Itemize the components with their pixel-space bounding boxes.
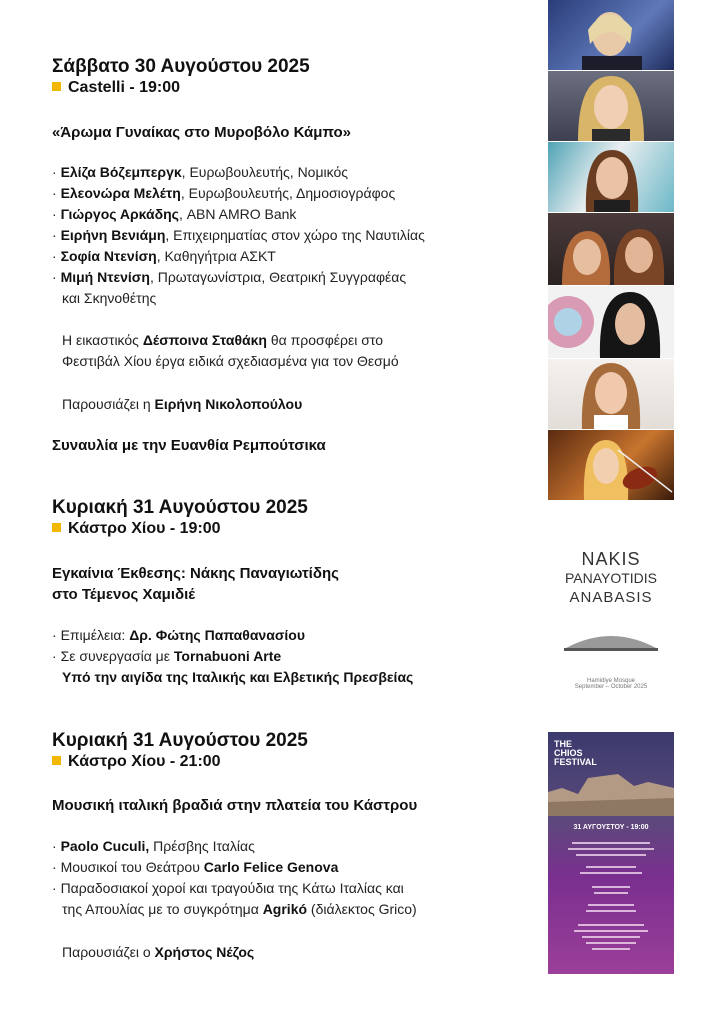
portrait-photo-5 <box>548 286 674 358</box>
violin-photo-figure <box>548 430 674 500</box>
speaker-item: · Ελίζα Βόζεμπεργκ, Ευρωβουλευτής, Νομικός <box>52 164 349 180</box>
event1-title: «Άρωμα Γυναίκας στο Μυροβόλο Κάμπο» <box>52 124 352 141</box>
poster-caption: Hamidiye Mosque September – October 2025 <box>574 678 648 690</box>
portrait-photo-1 <box>548 0 674 70</box>
festival-program-text <box>562 840 660 966</box>
venue-label: Κάστρο Χίου - 19:00 <box>68 520 221 537</box>
portrait-photo-4-figure <box>548 213 674 285</box>
portrait-photo-4 <box>548 213 674 285</box>
venue-marker-icon <box>52 523 61 532</box>
venue-marker-icon <box>52 756 61 765</box>
speaker-item: · Μιμή Ντενίση, Πρωταγωνίστρια, Θεατρική Συγγραφέας <box>52 269 407 285</box>
festival-poster <box>548 732 674 974</box>
portrait-photo-1-figure <box>548 0 674 70</box>
event3-details: · Paolo Cuculi, Πρέσβης Ιταλίας · Μουσικοί του Θεάτρου Carlo Felice Genova · Παραδοσιακοί χοροί και τραγούδια της Κάτω Ιταλίας και της Απουλίας με το συγκρότημα Agrikó (διάλεκτος Grico) <box>52 838 417 917</box>
event1-date: Σάββατο 30 Αυγούστου 2025 <box>52 56 310 77</box>
portrait-photo-3 <box>548 142 674 212</box>
event2-title: Εγκαίνια Έκθεσης: Νάκης Παναγιωτίδης στο Τέμενος Χαμιδιέ <box>52 565 339 603</box>
event1-venue <box>52 79 180 97</box>
castle-wall-photo <box>548 764 674 816</box>
portrait-photo-6-figure <box>548 359 674 429</box>
speaker-item: · Ειρήνη Βενιάμη, Επιχειρηματίας στον χώρο της Ναυτιλίας <box>52 227 425 243</box>
event1-concert: Συναυλία με την Ευανθία Ρεμπούτσικα <box>52 437 326 454</box>
portrait-photo-6 <box>548 359 674 429</box>
event3-venue <box>52 753 221 771</box>
event3-presenter: Παρουσιάζει ο Χρήστος Νέζος <box>62 944 255 960</box>
speaker-item: · Γιώργος Αρκάδης, ABN AMRO Bank <box>52 206 297 222</box>
exhibition-poster <box>548 502 674 730</box>
event3-date: Κυριακή 31 Αυγούστου 2025 <box>52 730 308 751</box>
portrait-photo-5-figure <box>548 286 674 358</box>
event1-speaker-list <box>52 162 425 309</box>
speaker-item: · Σοφία Ντενίση, Καθηγήτρια ΑΣΚΤ <box>52 248 276 264</box>
speaker-item: · Ελεονώρα Μελέτη, Ευρωβουλευτής, Δημοσιογράφος <box>52 185 396 201</box>
event2-date: Κυριακή 31 Αυγούστου 2025 <box>52 497 308 518</box>
event2-venue <box>52 520 221 538</box>
venue-label: Castelli - 19:00 <box>68 79 181 96</box>
portrait-photo-2-figure <box>548 71 674 141</box>
event2-details: · Επιμέλεια: Δρ. Φώτης Παπαθανασίου · Σε συνεργασία με Tornabuoni Arte Υπό την αιγίδα της Ιταλικής και Ελβετικής Πρεσβείας <box>52 627 414 685</box>
speaker-item-continuation: και Σκηνοθέτης <box>62 290 157 306</box>
event1-artist-note: Η εικαστικός Δέσποινα Σταθάκη θα προσφέρει στο Φεστιβάλ Χίου έργα ειδικά σχεδιασμένα για τον Θεσμό <box>62 332 399 369</box>
event3-title: Μουσική ιταλική βραδιά στην πλατεία του Κάστρου <box>52 797 418 814</box>
portrait-photo-3-figure <box>548 142 674 212</box>
poster-title: NAKIS PANAYOTIDIS ANABASIS <box>564 549 658 606</box>
venue-marker-icon <box>52 82 61 91</box>
mosque-icon <box>562 630 660 652</box>
festival-logo: THE CHIOS FESTIVAL <box>554 739 597 767</box>
festival-date: 31 ΑΥΓΟΥΣΤΟΥ - 19:00 <box>573 824 649 831</box>
portrait-photo-2 <box>548 71 674 141</box>
venue-label: Κάστρο Χίου - 21:00 <box>68 753 221 770</box>
event1-presenter: Παρουσιάζει η Ειρήνη Νικολοπούλου <box>62 396 303 412</box>
portrait-photo-7 <box>548 430 674 500</box>
